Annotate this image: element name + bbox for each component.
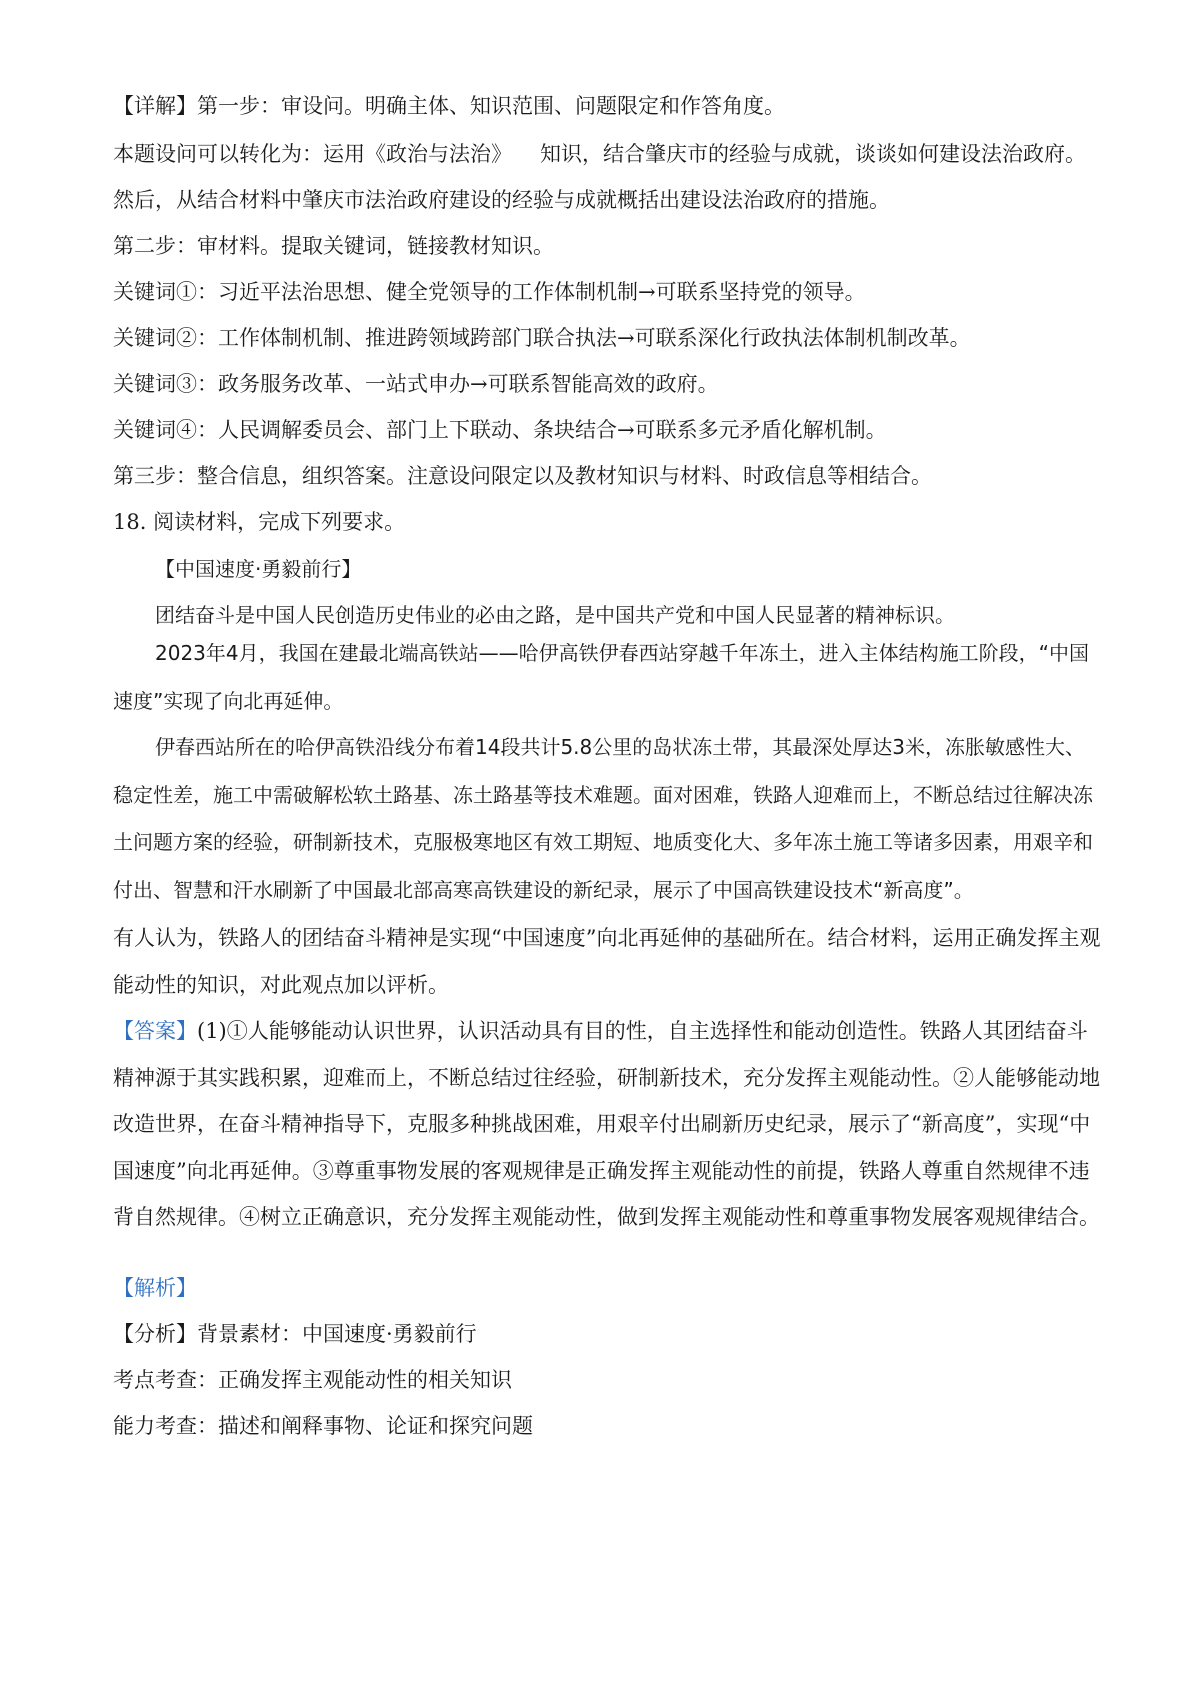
material-paragraph-2: 2023年4月，我国在建最北端高铁站——哈伊高铁伊春西站穿越千年冻土，进入主体结构施工阶段，“中国速度”实现了向北再延伸。 <box>113 641 1089 713</box>
answer-block <box>113 1008 1103 1241</box>
answer-tag: 【答案】 <box>113 1019 197 1043</box>
detail-step2: 第二步：审材料。提取关键词，链接教材知识。 <box>113 234 554 258</box>
analysis-tag: 【解析】 <box>113 1276 197 1300</box>
detail-tag: 【详解】 <box>113 94 197 118</box>
question-18-text: 有人认为，铁路人的团结奋斗精神是实现“中国速度”向北再延伸的基础所在。结合材料，运用正确发挥主观能动性的知识，对此观点加以评析。 <box>113 926 1101 997</box>
detail-step1: 【详解】第一步：审设问。明确主体、知识范围、问题限定和作答角度。 <box>113 94 785 118</box>
analysis-test-point: 考点考查：正确发挥主观能动性的相关知识 <box>113 1368 512 1392</box>
material-paragraph-1: 团结奋斗是中国人民创造历史伟业的必由之路，是中国共产党和中国人民显著的精神标识。 <box>155 603 955 627</box>
keyword-1: 关键词①：习近平法治思想、健全党领导的工作体制机制→可联系坚持党的领导。 <box>113 280 866 304</box>
detail-then: 然后，从结合材料中肇庆市法治政府建设的经验与成就概括出建设法治政府的措施。 <box>113 188 890 212</box>
answer-text: (1)①人能够能动认识世界，认识活动具有目的性，自主选择性和能动创造性。铁路人其团结奋斗精神源于其实践积累，迎难而上，不断总结过往经验，研制新技术，充分发挥主观能动性。②人能够能动地改造世界，在奋斗精神指导下，克服多种挑战困难，用艰辛付出刷新历史纪录，展示了“新高度”，实现“中国速度”向北再延伸。③尊重事物发展的客观规律是正确发挥主观能动性的前提，铁路人尊重自然规律不违背自然规律。④树立正确意识，充分发挥主观能动性，做到发挥主观能动性和尊重事物发展客观规律结合。 <box>113 1019 1100 1229</box>
question-18-prompt: 18. 阅读材料，完成下列要求。 <box>113 510 406 534</box>
keyword-2: 关键词②：工作体制机制、推进跨领域跨部门联合执法→可联系深化行政执法体制机制改革。 <box>113 326 971 350</box>
material-title: 【中国速度·勇毅前行】 <box>155 557 362 581</box>
material-paragraph-3: 伊春西站所在的哈伊高铁沿线分布着14段共计5.8公里的岛状冻土带，其最深处厚达3米，冻胀敏感性大、稳定性差，施工中需破解松软土路基、冻土路基等技术难题。面对困难，铁路人迎难而上，不断总结过往解决冻土问题方案的经验，研制新技术，克服极寒地区有效工期短、地质变化大、多年冻土施工等诸多因素，用艰辛和付出、智慧和汗水刷新了中国最北部高寒高铁建设的新纪录，展示了中国高铁建设技术“新高度”。 <box>113 735 1093 902</box>
detail-step3: 第三步：整合信息，组织答案。注意设问限定以及教材知识与材料、时政信息等相结合。 <box>113 464 932 488</box>
keyword-4: 关键词④：人民调解委员会、部门上下联动、条块结合→可联系多元矛盾化解机制。 <box>113 418 887 442</box>
detail-rephrase: 本题设问可以转化为：运用《政治与法治》 知识，结合肇庆市的经验与成就，谈谈如何建设法治政府。 <box>113 142 1086 166</box>
analysis-background: 【分析】背景素材：中国速度·勇毅前行 <box>113 1322 477 1346</box>
keyword-3: 关键词③：政务服务改革、一站式申办→可联系智能高效的政府。 <box>113 372 719 396</box>
analysis-ability: 能力考查：描述和阐释事物、论证和探究问题 <box>113 1414 533 1438</box>
